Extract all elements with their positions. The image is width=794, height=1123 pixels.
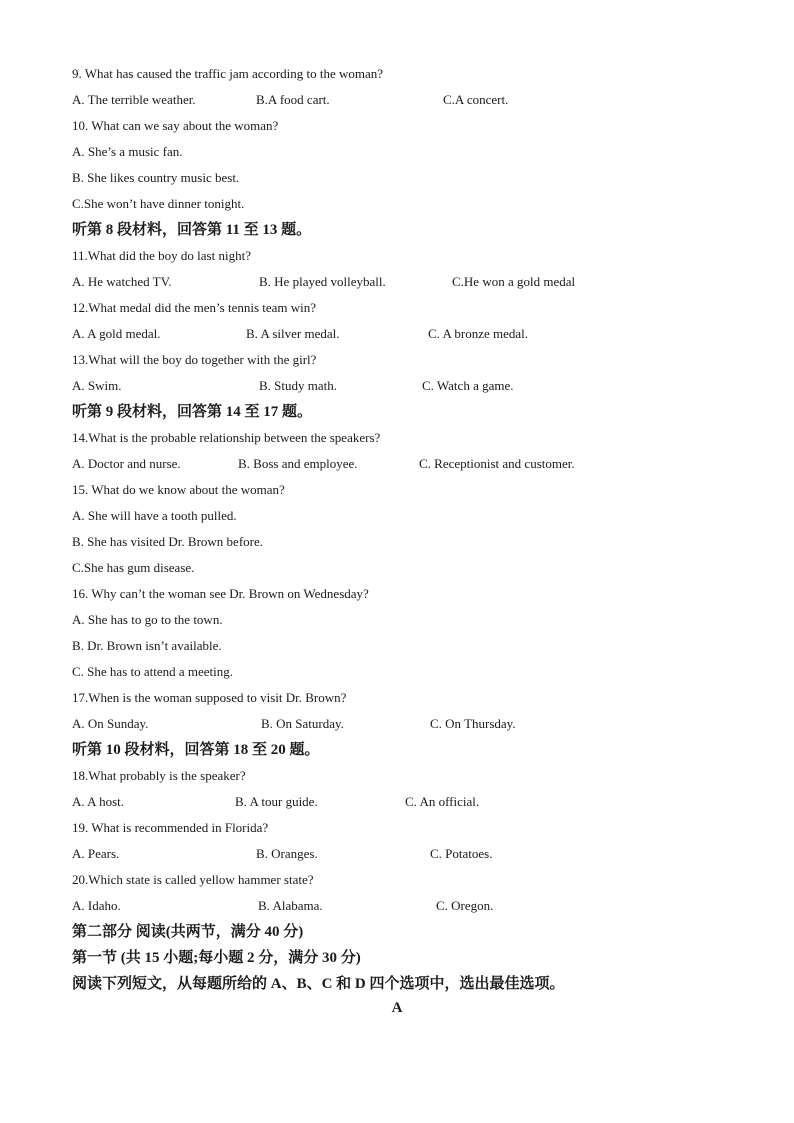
passage-label: A: [391, 1000, 403, 1016]
section-heading-8: 听第 8 段材料，回答第 11 至 13 题。: [72, 222, 312, 238]
option-b: B. She has visited Dr. Brown before.: [72, 534, 264, 549]
section-heading-9: 听第 9 段材料，回答第 14 至 17 题。: [72, 404, 313, 420]
option-a: A. She has to go to the town.: [72, 612, 223, 627]
option-b: B. Dr. Brown isn’t available.: [72, 638, 222, 653]
option-b: B. Boss and employee.: [238, 456, 358, 471]
option-c: C.A concert.: [443, 92, 509, 107]
option-b: B. He played volleyball.: [259, 274, 386, 289]
question-19: 19. What is recommended in Florida?: [72, 820, 269, 835]
question-13: 13.What will the boy do together with the girl?: [72, 352, 317, 367]
question-20: 20.Which state is called yellow hammer state?: [72, 872, 314, 887]
section-heading: 第一节 (共 15 小题;每小题 2 分，满分 30 分): [72, 950, 361, 966]
option-a: A. Idaho.: [72, 898, 121, 913]
question-16: 16. Why can’t the woman see Dr. Brown on Wednesday?: [72, 586, 369, 601]
option-b: B. A tour guide.: [235, 794, 318, 809]
option-c: C. A bronze medal.: [428, 326, 529, 341]
question-19-options: [72, 844, 722, 864]
option-a: A. On Sunday.: [72, 716, 149, 731]
question-17: 17.When is the woman supposed to visit Dr. Brown?: [72, 690, 347, 705]
option-c: C.She won’t have dinner tonight.: [72, 196, 245, 211]
option-c: C. Receptionist and customer.: [419, 456, 575, 471]
instruction-text: 阅读下列短文，从每题所给的 A、B、C 和 D 四个选项中，选出最佳选项。: [72, 976, 565, 992]
option-c: C. She has to attend a meeting.: [72, 664, 234, 679]
part-heading: 第二部分 阅读(共两节，满分 40 分): [72, 924, 304, 940]
question-14-options: [72, 454, 722, 474]
option-c: C.She has gum disease.: [72, 560, 195, 575]
option-a: A. He watched TV.: [72, 274, 172, 289]
option-a: A. She will have a tooth pulled.: [72, 508, 237, 523]
question-11-options: [72, 272, 722, 292]
question-9: 9. What has caused the traffic jam according to the woman?: [72, 66, 384, 81]
option-b: B.A food cart.: [256, 92, 330, 107]
question-20-options: [72, 896, 722, 916]
question-9-options: [72, 90, 722, 110]
option-c: C. Potatoes.: [430, 846, 493, 861]
option-a: A. The terrible weather.: [72, 92, 196, 107]
option-c: C.He won a gold medal: [452, 274, 576, 289]
option-a: A. A host.: [72, 794, 125, 809]
question-17-options: [72, 714, 722, 734]
option-a: A. She’s a music fan.: [72, 144, 183, 159]
question-13-options: [72, 376, 722, 396]
question-14: 14.What is the probable relationship between the speakers?: [72, 430, 381, 445]
option-b: B. She likes country music best.: [72, 170, 240, 185]
option-b: B. On Saturday.: [261, 716, 344, 731]
option-a: A. Doctor and nurse.: [72, 456, 181, 471]
question-11: 11.What did the boy do last night?: [72, 248, 251, 263]
option-a: A. Swim.: [72, 378, 122, 393]
question-10: 10. What can we say about the woman?: [72, 118, 279, 133]
option-b: B. Study math.: [259, 378, 338, 393]
option-a: A. Pears.: [72, 846, 120, 861]
option-c: C. An official.: [405, 794, 480, 809]
option-b: B. Oranges.: [256, 846, 318, 861]
option-b: B. A silver medal.: [246, 326, 340, 341]
question-12: 12.What medal did the men’s tennis team win?: [72, 300, 317, 315]
question-18: 18.What probably is the speaker?: [72, 768, 246, 783]
option-b: B. Alabama.: [258, 898, 323, 913]
option-a: A. A gold medal.: [72, 326, 161, 341]
question-12-options: [72, 324, 722, 344]
option-c: C. Oregon.: [436, 898, 494, 913]
option-c: C. On Thursday.: [430, 716, 516, 731]
option-c: C. Watch a game.: [422, 378, 514, 393]
question-15: 15. What do we know about the woman?: [72, 482, 285, 497]
question-18-options: [72, 792, 722, 812]
section-heading-10: 听第 10 段材料，回答第 18 至 20 题。: [72, 742, 320, 758]
